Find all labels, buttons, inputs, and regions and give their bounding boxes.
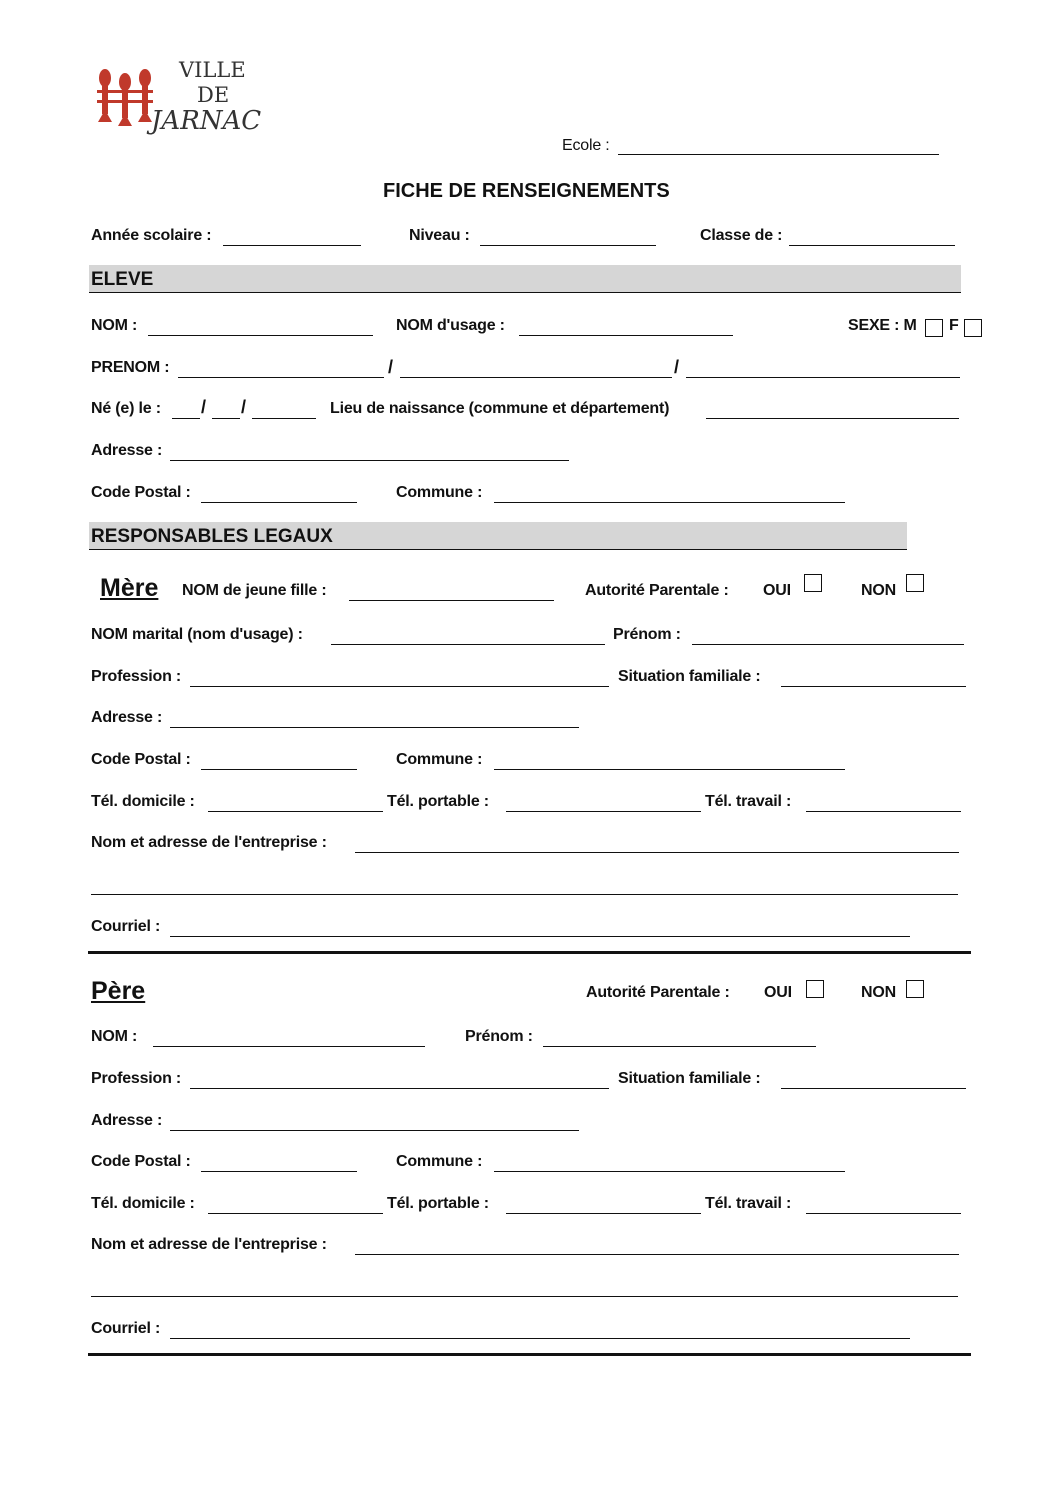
eleve-section-rule — [89, 292, 961, 293]
mere-oui-label: OUI — [763, 582, 791, 599]
eleve-nom-field[interactable] — [148, 335, 373, 336]
mere-autorite-non-checkbox[interactable] — [906, 574, 924, 592]
mere-profession-field[interactable] — [190, 686, 609, 687]
mere-tel-travail-field[interactable] — [806, 811, 961, 812]
section-divider — [88, 951, 971, 954]
pere-autorite-oui-checkbox[interactable] — [806, 980, 824, 998]
pere-code-postal-field[interactable] — [201, 1171, 357, 1172]
classe-label: Classe de : — [700, 227, 783, 244]
eleve-section-title: ELEVE — [91, 269, 154, 290]
pere-autorite-label: Autorité Parentale : — [586, 984, 730, 1001]
section-divider — [88, 1353, 971, 1356]
mere-entreprise-label: Nom et adresse de l'entreprise : — [91, 834, 327, 851]
mere-nom-jeune-fille-label: NOM de jeune fille : — [182, 582, 327, 599]
pere-oui-label: OUI — [764, 984, 792, 1001]
mere-tel-domicile-label: Tél. domicile : — [91, 793, 195, 810]
pere-commune-label: Commune : — [396, 1153, 483, 1170]
mere-tel-portable-field[interactable] — [506, 811, 701, 812]
niveau-field[interactable] — [480, 245, 656, 246]
pere-tel-portable-label: Tél. portable : — [387, 1195, 489, 1212]
sexe-f-label: F — [949, 317, 959, 334]
sexe-label: SEXE : M — [848, 317, 917, 334]
pere-courriel-field[interactable] — [170, 1338, 910, 1339]
mere-profession-label: Profession : — [91, 668, 182, 685]
sexe-m-checkbox[interactable] — [925, 319, 943, 337]
mere-prenom-field[interactable] — [692, 644, 964, 645]
lieu-naissance-label: Lieu de naissance (commune et département) — [330, 400, 670, 417]
eleve-nom-usage-field[interactable] — [519, 335, 733, 336]
fish-emblem-icon — [95, 64, 157, 136]
pere-prenom-field[interactable] — [543, 1046, 816, 1047]
pere-tel-portable-field[interactable] — [506, 1213, 701, 1214]
date-naissance-annee-field[interactable] — [252, 418, 316, 419]
pere-situation-field[interactable] — [781, 1088, 966, 1089]
mere-courriel-field[interactable] — [170, 936, 910, 937]
mere-adresse-label: Adresse : — [91, 709, 163, 726]
classe-field[interactable] — [789, 245, 955, 246]
pere-entreprise-label: Nom et adresse de l'entreprise : — [91, 1236, 327, 1253]
pere-adresse-field[interactable] — [170, 1130, 579, 1131]
eleve-prenom1-field[interactable] — [178, 377, 384, 378]
eleve-adresse-label: Adresse : — [91, 442, 163, 459]
mere-nom-marital-field[interactable] — [331, 644, 605, 645]
mere-prenom-label: Prénom : — [613, 626, 681, 643]
mere-code-postal-label: Code Postal : — [91, 751, 191, 768]
sexe-f-checkbox[interactable] — [964, 319, 982, 337]
date-naissance-label: Né (e) le : — [91, 400, 161, 417]
mere-autorite-label: Autorité Parentale : — [585, 582, 729, 599]
mere-situation-field[interactable] — [781, 686, 966, 687]
mere-autorite-oui-checkbox[interactable] — [804, 574, 822, 592]
date-separator: / — [201, 397, 206, 417]
annee-scolaire-label: Année scolaire : — [91, 227, 212, 244]
eleve-code-postal-field[interactable] — [201, 502, 357, 503]
lieu-naissance-field[interactable] — [706, 418, 959, 419]
date-naissance-mois-field[interactable] — [212, 418, 240, 419]
pere-tel-domicile-label: Tél. domicile : — [91, 1195, 195, 1212]
mere-situation-label: Situation familiale : — [618, 668, 761, 685]
logo-text-ville: VILLE — [179, 58, 246, 82]
responsables-section-title: RESPONSABLES LEGAUX — [91, 526, 333, 547]
eleve-commune-label: Commune : — [396, 484, 483, 501]
pere-prenom-label: Prénom : — [465, 1028, 533, 1045]
pere-tel-travail-field[interactable] — [806, 1213, 961, 1214]
pere-profession-field[interactable] — [190, 1088, 609, 1089]
eleve-nom-label: NOM : — [91, 317, 138, 334]
pere-code-postal-label: Code Postal : — [91, 1153, 191, 1170]
mere-nom-jeune-fille-field[interactable] — [349, 600, 554, 601]
pere-tel-travail-label: Tél. travail : — [705, 1195, 792, 1212]
logo-text-jarnac: JARNAC — [151, 106, 262, 136]
eleve-prenom2-field[interactable] — [400, 377, 672, 378]
pere-heading: Père — [91, 977, 146, 1005]
mere-tel-portable-label: Tél. portable : — [387, 793, 489, 810]
prenom-separator: / — [674, 357, 679, 377]
logo — [95, 58, 270, 150]
pere-entreprise-field-2[interactable] — [91, 1296, 958, 1297]
mere-entreprise-field-2[interactable] — [91, 894, 958, 895]
eleve-nom-usage-label: NOM d'usage : — [396, 317, 505, 334]
ecole-label: Ecole : — [562, 137, 610, 154]
eleve-adresse-field[interactable] — [170, 460, 569, 461]
responsables-section-rule — [89, 549, 907, 550]
annee-scolaire-field[interactable] — [223, 245, 361, 246]
pere-adresse-label: Adresse : — [91, 1112, 163, 1129]
niveau-label: Niveau : — [409, 227, 470, 244]
pere-tel-domicile-field[interactable] — [208, 1213, 383, 1214]
eleve-code-postal-label: Code Postal : — [91, 484, 191, 501]
pere-non-label: NON — [861, 984, 896, 1001]
pere-profession-label: Profession : — [91, 1070, 182, 1087]
pere-nom-label: NOM : — [91, 1028, 138, 1045]
pere-commune-field[interactable] — [494, 1171, 845, 1172]
prenom-separator: / — [388, 357, 393, 377]
page-title: FICHE DE RENSEIGNEMENTS — [383, 180, 670, 202]
eleve-prenom3-field[interactable] — [686, 377, 960, 378]
mere-commune-field[interactable] — [494, 769, 845, 770]
mere-heading: Mère — [100, 574, 159, 602]
pere-entreprise-field[interactable] — [355, 1254, 959, 1255]
pere-situation-label: Situation familiale : — [618, 1070, 761, 1087]
mere-commune-label: Commune : — [396, 751, 483, 768]
pere-autorite-non-checkbox[interactable] — [906, 980, 924, 998]
mere-courriel-label: Courriel : — [91, 918, 161, 935]
mere-nom-marital-label: NOM marital (nom d'usage) : — [91, 626, 303, 643]
pere-courriel-label: Courriel : — [91, 1320, 161, 1337]
mere-non-label: NON — [861, 582, 896, 599]
eleve-commune-field[interactable] — [494, 502, 845, 503]
pere-nom-field[interactable] — [153, 1046, 425, 1047]
logo-text-de: DE — [197, 83, 230, 107]
eleve-prenom-label: PRENOM : — [91, 359, 170, 376]
mere-tel-travail-label: Tél. travail : — [705, 793, 792, 810]
mere-tel-domicile-field[interactable] — [208, 811, 383, 812]
ecole-field[interactable] — [618, 154, 939, 155]
mere-entreprise-field[interactable] — [355, 852, 959, 853]
eleve-section-band — [89, 265, 961, 293]
date-naissance-jour-field[interactable] — [172, 418, 200, 419]
mere-adresse-field[interactable] — [170, 727, 579, 728]
mere-code-postal-field[interactable] — [201, 769, 357, 770]
date-separator: / — [241, 397, 246, 417]
